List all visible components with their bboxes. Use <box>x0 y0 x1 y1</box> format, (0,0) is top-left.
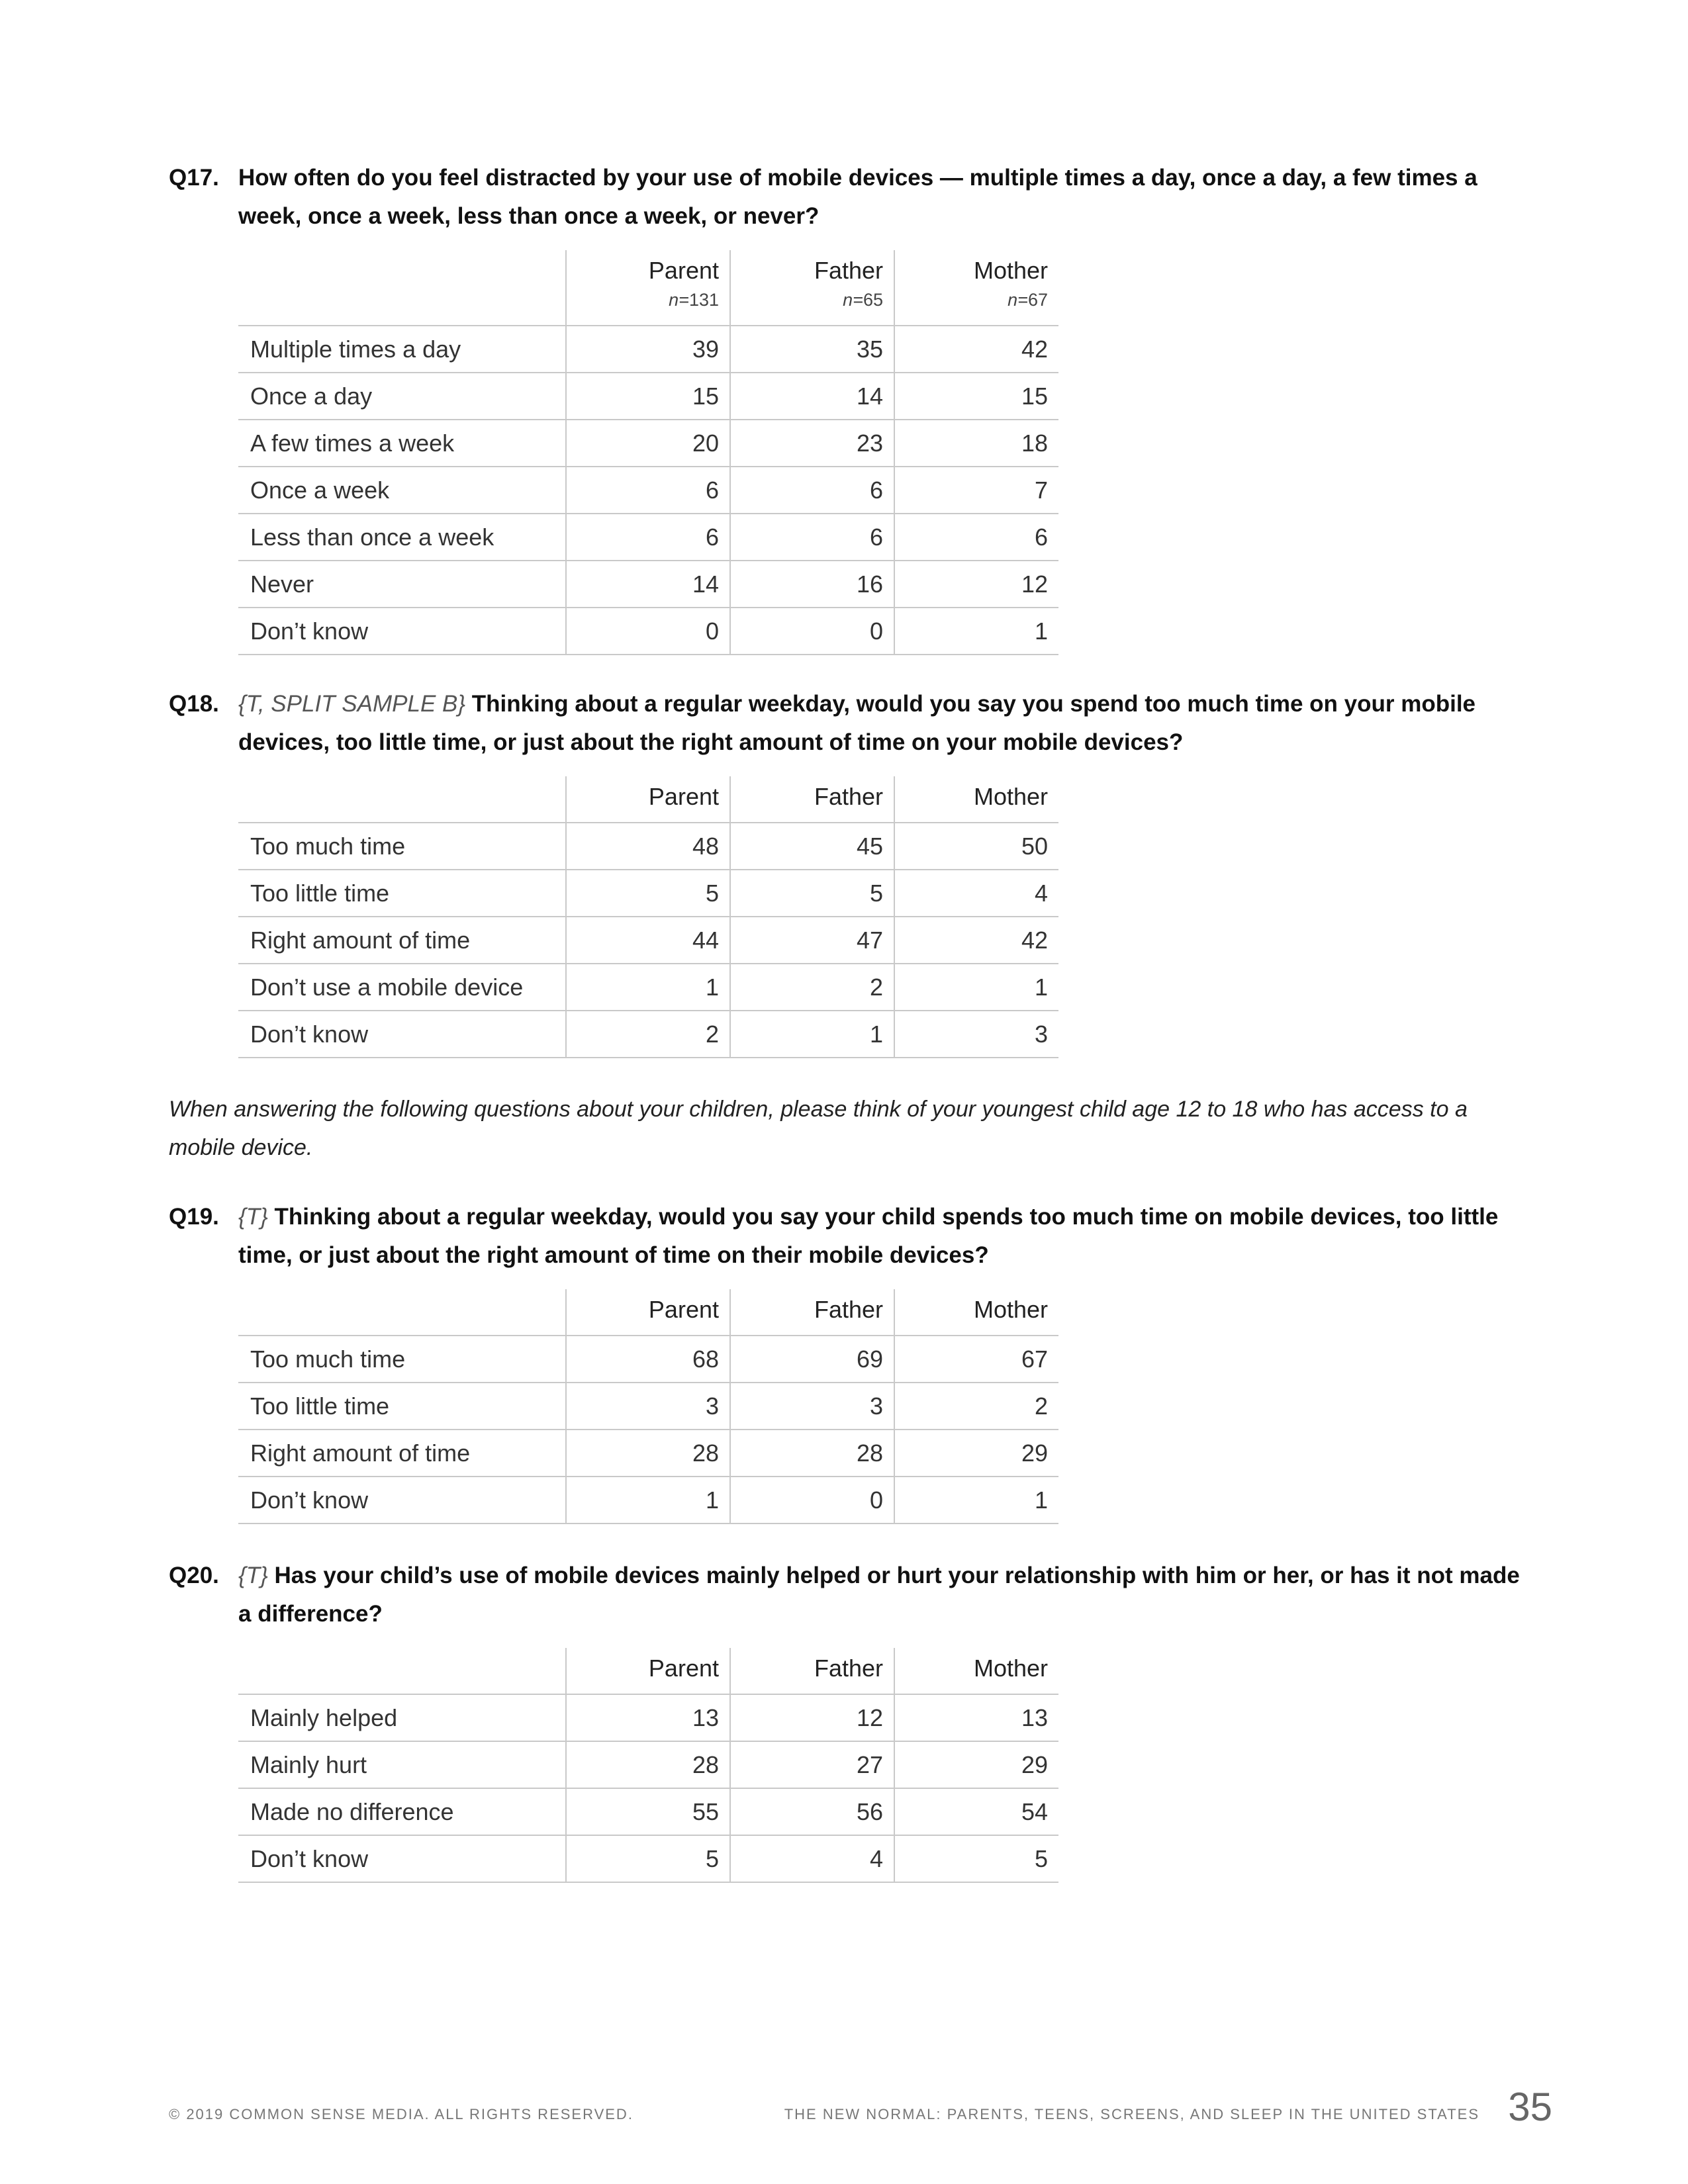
question-prompt: Has your child’s use of mobile devices mainly helped or hurt your relationship with him or her, or has it not made a difference? <box>238 1563 1520 1627</box>
question-prompt: Thinking about a regular weekday, would you say your child spends too much time on mobile devices, too little time, or just about the right amount of time on their mobile devices? <box>238 1204 1499 1268</box>
results-table <box>238 1289 1058 1524</box>
question-number: Q17. <box>169 165 219 191</box>
cell-father: 23 <box>730 420 894 467</box>
cell-parent: 6 <box>566 467 730 514</box>
table-row <box>238 373 1058 420</box>
instruction-note: When answering the following questions about your children, please think of your youngest child age 12 to 18 who has access to a mobile device. <box>169 1097 1468 1160</box>
cell-mother: 1 <box>894 1477 1058 1524</box>
row-label: Right amount of time <box>238 917 566 964</box>
cell-father: 12 <box>730 1694 894 1741</box>
row-label: Made no difference <box>238 1788 566 1835</box>
row-label: Multiple times a day <box>238 326 566 373</box>
row-label: Never <box>238 561 566 608</box>
cell-parent: 0 <box>566 608 730 655</box>
cell-parent: 1 <box>566 964 730 1011</box>
cell-father: 35 <box>730 326 894 373</box>
table-row <box>238 964 1058 1011</box>
cell-parent: 28 <box>566 1430 730 1477</box>
column-header-father: Father <box>730 1289 894 1336</box>
cell-mother: 67 <box>894 1336 1058 1383</box>
cell-mother: 50 <box>894 823 1058 870</box>
cell-mother: 29 <box>894 1741 1058 1788</box>
cell-parent: 5 <box>566 870 730 917</box>
table-row <box>238 1383 1058 1430</box>
cell-mother: 2 <box>894 1383 1058 1430</box>
results-table <box>238 1648 1058 1883</box>
row-label: Too much time <box>238 823 566 870</box>
question-tag: {T} <box>238 1204 268 1230</box>
row-label: Don’t know <box>238 608 566 655</box>
table-row <box>238 514 1058 561</box>
table-row <box>238 420 1058 467</box>
copyright-text: © 2019 COMMON SENSE MEDIA. ALL RIGHTS RESERVED. <box>169 2106 633 2122</box>
column-header-parent: Parent <box>566 776 730 823</box>
cell-father: 6 <box>730 514 894 561</box>
question-text <box>169 1557 1532 1633</box>
column-header-father: Father <box>730 1648 894 1694</box>
cell-mother: 18 <box>894 420 1058 467</box>
question-number: Q18. <box>169 691 219 717</box>
table-row <box>238 823 1058 870</box>
question-text <box>169 685 1532 762</box>
question-tag: {T, SPLIT SAMPLE B} <box>238 691 466 717</box>
cell-father: 47 <box>730 917 894 964</box>
table-row <box>238 608 1058 655</box>
row-label: Once a day <box>238 373 566 420</box>
cell-father: 14 <box>730 373 894 420</box>
table-row <box>238 1835 1058 1882</box>
cell-father: 1 <box>730 1011 894 1058</box>
row-label: Once a week <box>238 467 566 514</box>
cell-mother: 7 <box>894 467 1058 514</box>
row-label: Too little time <box>238 870 566 917</box>
question-number: Q19. <box>169 1204 219 1230</box>
cell-mother: 1 <box>894 608 1058 655</box>
table-row <box>238 561 1058 608</box>
report-title: THE NEW NORMAL: PARENTS, TEENS, SCREENS, AND SLEEP IN THE UNITED STATES <box>784 2106 1479 2122</box>
row-label: Too much time <box>238 1336 566 1383</box>
row-label: Too little time <box>238 1383 566 1430</box>
cell-mother: 3 <box>894 1011 1058 1058</box>
page-number: 35 <box>1508 2085 1552 2129</box>
cell-parent: 44 <box>566 917 730 964</box>
table-row <box>238 870 1058 917</box>
column-header-parent: Parent n=131 <box>566 250 730 326</box>
question-q20 <box>169 1557 1532 1883</box>
sample-size: n=131 <box>669 290 719 310</box>
cell-father: 2 <box>730 964 894 1011</box>
row-label: Don’t know <box>238 1835 566 1882</box>
row-label: Don’t know <box>238 1477 566 1524</box>
cell-father: 27 <box>730 1741 894 1788</box>
cell-father: 45 <box>730 823 894 870</box>
row-label: A few times a week <box>238 420 566 467</box>
sample-size: n=67 <box>1008 290 1048 310</box>
column-header-parent: Parent <box>566 1648 730 1694</box>
column-header-father: Father n=65 <box>730 250 894 326</box>
cell-father: 28 <box>730 1430 894 1477</box>
table-header <box>238 1648 1058 1694</box>
cell-parent: 68 <box>566 1336 730 1383</box>
cell-father: 69 <box>730 1336 894 1383</box>
cell-parent: 48 <box>566 823 730 870</box>
column-header-mother: Mother <box>894 1648 1058 1694</box>
sample-size: n=65 <box>843 290 883 310</box>
cell-father: 6 <box>730 467 894 514</box>
cell-parent: 15 <box>566 373 730 420</box>
cell-mother: 42 <box>894 326 1058 373</box>
question-text <box>169 159 1532 236</box>
table-row <box>238 1336 1058 1383</box>
cell-father: 0 <box>730 1477 894 1524</box>
cell-mother: 6 <box>894 514 1058 561</box>
column-header-mother: Mother <box>894 776 1058 823</box>
table-header <box>238 1289 1058 1336</box>
page-footer <box>169 2085 1552 2131</box>
cell-father: 0 <box>730 608 894 655</box>
cell-father: 3 <box>730 1383 894 1430</box>
row-label: Right amount of time <box>238 1430 566 1477</box>
cell-mother: 42 <box>894 917 1058 964</box>
row-label: Mainly hurt <box>238 1741 566 1788</box>
cell-mother: 1 <box>894 964 1058 1011</box>
cell-mother: 4 <box>894 870 1058 917</box>
row-label: Don’t use a mobile device <box>238 964 566 1011</box>
table-row <box>238 1011 1058 1058</box>
table-header <box>238 776 1058 823</box>
cell-parent: 39 <box>566 326 730 373</box>
question-text <box>169 1198 1532 1275</box>
table-row <box>238 1477 1058 1524</box>
cell-mother: 15 <box>894 373 1058 420</box>
table-row <box>238 326 1058 373</box>
row-label: Don’t know <box>238 1011 566 1058</box>
table-row <box>238 467 1058 514</box>
results-table <box>238 250 1058 655</box>
table-row <box>238 917 1058 964</box>
cell-parent: 6 <box>566 514 730 561</box>
cell-parent: 20 <box>566 420 730 467</box>
cell-mother: 13 <box>894 1694 1058 1741</box>
table-header <box>238 250 1058 326</box>
question-q18 <box>169 685 1532 1058</box>
column-header-father: Father <box>730 776 894 823</box>
cell-parent: 28 <box>566 1741 730 1788</box>
row-label: Less than once a week <box>238 514 566 561</box>
cell-parent: 1 <box>566 1477 730 1524</box>
question-number: Q20. <box>169 1563 219 1588</box>
column-header-parent: Parent <box>566 1289 730 1336</box>
table-row <box>238 1694 1058 1741</box>
cell-parent: 55 <box>566 1788 730 1835</box>
column-header-mother: Mother n=67 <box>894 250 1058 326</box>
table-row <box>238 1741 1058 1788</box>
cell-father: 4 <box>730 1835 894 1882</box>
table-row <box>238 1788 1058 1835</box>
cell-mother: 29 <box>894 1430 1058 1477</box>
cell-parent: 5 <box>566 1835 730 1882</box>
cell-parent: 3 <box>566 1383 730 1430</box>
cell-parent: 13 <box>566 1694 730 1741</box>
table-row <box>238 1430 1058 1477</box>
row-label: Mainly helped <box>238 1694 566 1741</box>
cell-father: 16 <box>730 561 894 608</box>
column-header-mother: Mother <box>894 1289 1058 1336</box>
cell-parent: 14 <box>566 561 730 608</box>
question-prompt: How often do you feel distracted by your use of mobile devices — multiple times a day, once a day, a few times a week, once a week, less than once a week, or never? <box>238 165 1477 229</box>
cell-parent: 2 <box>566 1011 730 1058</box>
question-prompt: Thinking about a regular weekday, would you say you spend too much time on your mobile devices, too little time, or just about the right amount of time on your mobile devices? <box>238 691 1476 755</box>
cell-mother: 54 <box>894 1788 1058 1835</box>
cell-mother: 5 <box>894 1835 1058 1882</box>
cell-mother: 12 <box>894 561 1058 608</box>
question-q17 <box>169 159 1532 655</box>
cell-father: 56 <box>730 1788 894 1835</box>
results-table <box>238 776 1058 1058</box>
question-tag: {T} <box>238 1563 268 1588</box>
question-q19 <box>169 1198 1532 1524</box>
cell-father: 5 <box>730 870 894 917</box>
